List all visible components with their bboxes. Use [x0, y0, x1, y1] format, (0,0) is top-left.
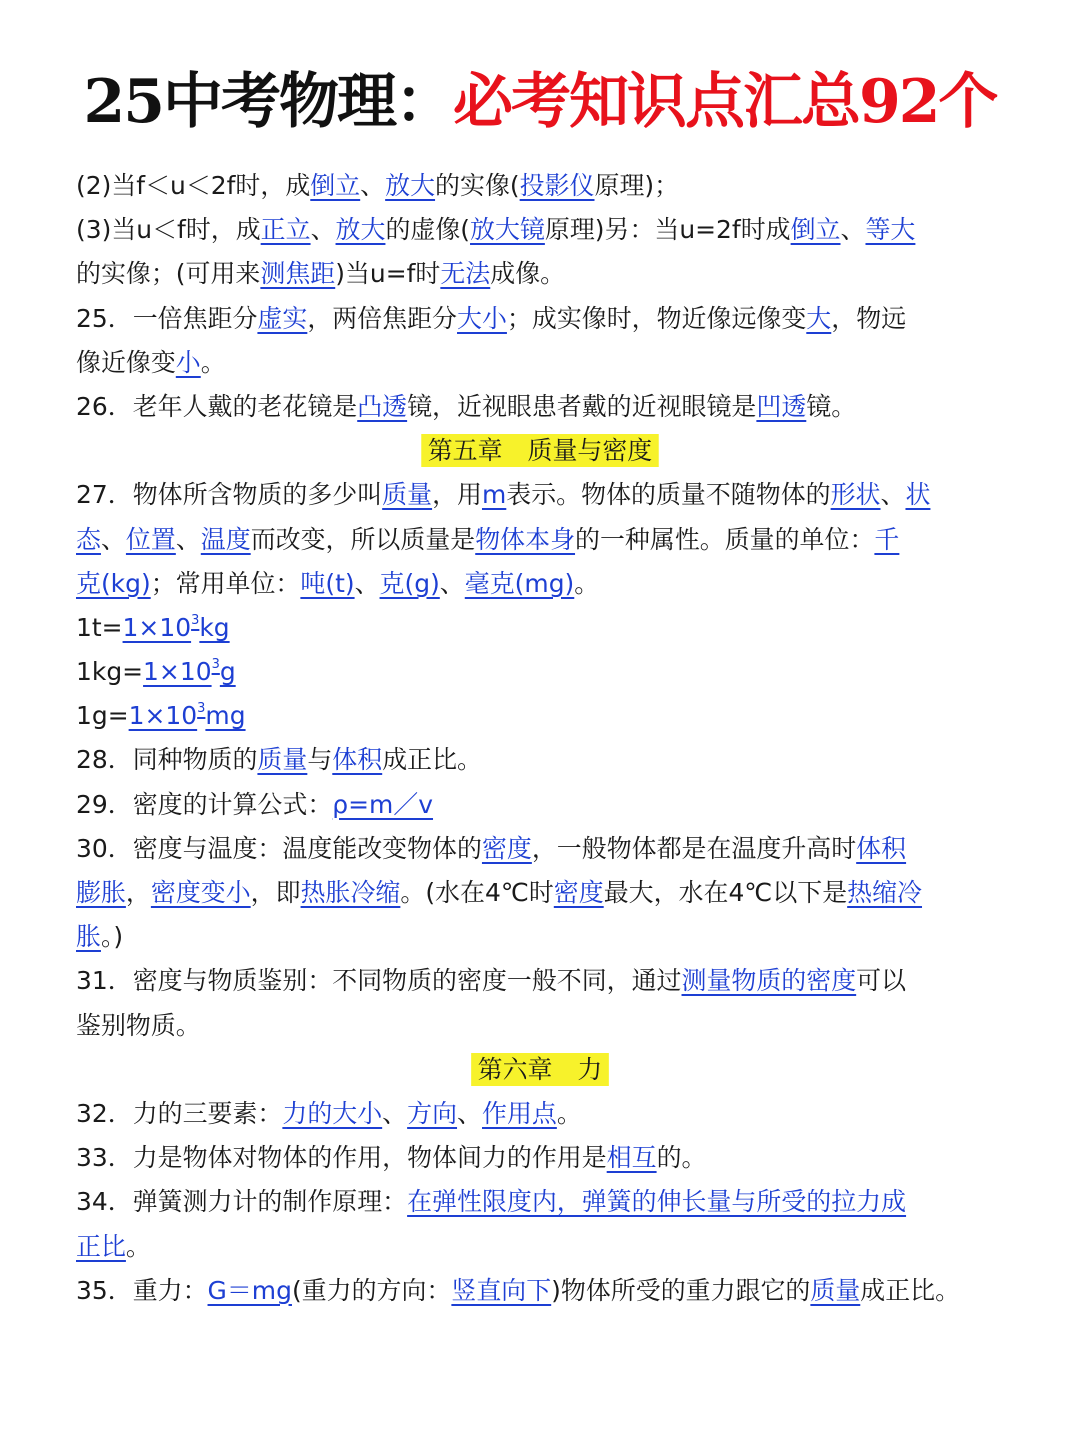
- answer-text: 无法: [440, 259, 491, 289]
- answer-text: 1×10: [122, 612, 192, 642]
- line-text: 、: [439, 568, 465, 598]
- answer-text: 虚实: [257, 303, 308, 333]
- answer-text: 放大镜: [470, 215, 545, 245]
- line-text: 34．弹簧测力计的制作原理：: [76, 1187, 408, 1217]
- answer-text: 密度变小: [150, 878, 251, 907]
- text-line: [76, 341, 1004, 385]
- line-text: 29．密度的计算公式：: [76, 789, 333, 819]
- answer-text: 测焦距: [260, 259, 336, 289]
- line-text: (2)当f＜u＜2f时，成: [76, 171, 311, 200]
- answer-text: 热缩冷: [847, 878, 923, 907]
- text-line: [76, 1225, 1004, 1269]
- answer-text: 竖直向下: [451, 1275, 552, 1305]
- line-text: (重力的方向：: [291, 1275, 452, 1305]
- answer-text: 小: [175, 347, 201, 377]
- answer-text: 大小: [457, 303, 507, 333]
- answer-text: 正立: [260, 215, 311, 245]
- text-line: [76, 650, 1004, 694]
- answer-text: 热胀冷缩: [300, 878, 401, 907]
- line-text: 像近像变: [76, 347, 176, 377]
- text-line: [76, 518, 1004, 562]
- answer-text: 质量: [257, 745, 308, 775]
- answer-text: 千: [874, 524, 900, 554]
- line-text: 的虚像(: [385, 215, 471, 245]
- answer-text: 膨胀: [76, 878, 126, 907]
- text-line: [76, 164, 1004, 208]
- text-line: [76, 252, 1004, 296]
- line-text: ，: [125, 878, 151, 907]
- answer-text: 状: [905, 480, 931, 510]
- line-text: 。): [100, 922, 124, 952]
- line-text: ，两倍焦距分: [307, 303, 458, 333]
- page-title: [0, 67, 1080, 137]
- answer-text: 1×10: [128, 701, 198, 731]
- text-line: [76, 1136, 1004, 1180]
- line-text: 1g=: [76, 701, 129, 731]
- line-text: 1t=: [76, 612, 123, 642]
- line-text: 的一种属性。质量的单位：: [575, 524, 875, 554]
- answer-text: 放大: [385, 171, 436, 200]
- line-text: 25．一倍焦距分: [76, 303, 258, 333]
- answer-text: g: [219, 657, 236, 687]
- answer-text: 吨(t): [300, 568, 355, 598]
- line-text: 28．同种物质的: [76, 745, 258, 775]
- answer-text: 1×10: [143, 657, 212, 687]
- answer-text: 温度: [200, 524, 251, 554]
- answer-text: 测量物质的密度: [681, 966, 857, 996]
- line-text: 成像。: [490, 259, 566, 289]
- answer-text: 倒立: [790, 215, 841, 245]
- line-text: 与: [307, 745, 333, 775]
- line-text: 、: [354, 568, 380, 598]
- line-text: 。(水在4℃时: [400, 878, 554, 907]
- line-text: 可以: [856, 966, 907, 996]
- line-text: 35．重力：: [76, 1275, 208, 1305]
- text-line: [76, 738, 1004, 782]
- line-text: 。: [574, 568, 600, 598]
- answer-text: 相互: [606, 1143, 657, 1173]
- answer-text: 形状: [830, 480, 881, 510]
- answer-text: 作用点: [482, 1098, 557, 1128]
- line-text: )当u=f时: [335, 259, 441, 289]
- answer-text: m: [481, 480, 507, 510]
- chapter-heading: [76, 429, 1004, 473]
- line-text: 最大，水在4℃以下是: [603, 878, 848, 907]
- answer-text: 凸透: [357, 391, 408, 421]
- text-line: [76, 1092, 1004, 1136]
- answer-text: 正比: [76, 1231, 126, 1261]
- line-text: 26．老年人戴的老花镜是: [76, 391, 358, 421]
- answer-text: 密度: [481, 833, 532, 863]
- line-text: 、: [382, 1098, 408, 1128]
- text-line: [76, 871, 1004, 915]
- text-line: [76, 694, 1004, 738]
- answer-text: 等大: [865, 215, 916, 245]
- answer-text: 物体本身: [475, 524, 576, 554]
- line-text: )物体所受的重力跟它的: [551, 1275, 811, 1305]
- answer-text: ρ=m／v: [332, 789, 434, 819]
- line-text: 表示。物体的质量不随物体的: [506, 480, 831, 510]
- answer-text: 凹透: [756, 391, 807, 421]
- answer-text: 倒立: [310, 171, 361, 200]
- line-text: 镜，近视眼患者戴的近视眼镜是: [407, 391, 757, 421]
- line-text: 32．力的三要素：: [76, 1098, 283, 1128]
- line-text: 27．物体所含物质的多少叫: [76, 480, 383, 510]
- line-text: ，物远: [831, 303, 907, 333]
- line-text: 33．力是物体对物体的作用，物体间力的作用是: [76, 1143, 607, 1173]
- line-text: 。: [556, 1098, 582, 1128]
- answer-text: 在弹性限度内，弹簧的伸长量与所受的拉力成: [407, 1187, 907, 1217]
- answer-text: 大: [806, 303, 832, 333]
- text-line: [76, 606, 1004, 650]
- line-text: 、: [175, 524, 201, 554]
- line-text: 成正比。: [382, 745, 482, 775]
- title-highlight: 必考知识点汇总92个: [453, 67, 997, 137]
- answer-text: 放大: [335, 215, 386, 245]
- answer-text: 毫克(mg): [464, 568, 575, 598]
- answer-text: kg: [199, 612, 230, 642]
- answer-superscript: 3: [197, 701, 206, 717]
- title-prefix: 25中考物理：: [83, 67, 453, 137]
- line-text: ；成实像时，物近像远像变: [506, 303, 807, 333]
- line-text: 、: [457, 1098, 482, 1128]
- notes-body: [76, 164, 1006, 1313]
- answer-text: 质量: [382, 480, 433, 510]
- line-text: 30．密度与温度：温度能改变物体的: [76, 833, 482, 863]
- text-line: [76, 1180, 1004, 1224]
- answer-text: 质量: [810, 1275, 861, 1305]
- answer-text: 力的大小: [282, 1098, 383, 1128]
- line-text: ，用: [432, 480, 482, 510]
- line-text: ，即: [250, 878, 301, 907]
- line-text: 的实像(: [435, 171, 520, 200]
- text-line: [76, 915, 1004, 959]
- line-text: 镜。: [806, 391, 857, 421]
- line-text: 的实像；(可用来: [76, 259, 261, 289]
- line-text: 原理)；: [594, 171, 680, 200]
- text-line: [76, 827, 1004, 871]
- line-text: ；常用单位：: [150, 568, 301, 598]
- answer-text: 体积: [332, 745, 383, 775]
- line-text: 、: [310, 215, 336, 245]
- line-text: 1kg=: [76, 657, 144, 687]
- answer-text: 投影仪: [519, 171, 595, 200]
- text-line: [76, 297, 1004, 341]
- answer-text: mg: [205, 701, 246, 731]
- text-line: [76, 385, 1004, 429]
- answer-text: 密度: [553, 878, 604, 907]
- line-text: 。: [200, 347, 226, 377]
- answer-superscript: 3: [211, 657, 220, 673]
- answer-text: G＝mg: [207, 1275, 292, 1305]
- line-text: ，一般物体都是在温度升高时: [531, 833, 857, 863]
- answer-text: 方向: [407, 1098, 458, 1128]
- line-text: 、: [360, 171, 386, 200]
- text-line: [76, 959, 1004, 1003]
- answer-text: 克(g): [379, 568, 440, 598]
- line-text: 的。: [656, 1143, 707, 1173]
- chapter-heading: [76, 1048, 1004, 1092]
- line-text: 成正比。: [860, 1275, 961, 1305]
- chapter-title: 第六章 力: [472, 1053, 609, 1086]
- line-text: (3)当u＜f时，成: [76, 215, 261, 245]
- answer-text: 克(kg): [76, 568, 151, 598]
- answer-text: 体积: [856, 833, 907, 863]
- line-text: 原理)另：当u=2f时成: [544, 215, 791, 245]
- text-line: [76, 1004, 1004, 1048]
- line-text: 31．密度与物质鉴别：不同物质的密度一般不同，通过: [76, 966, 682, 996]
- chapter-title: 第五章 质量与密度: [422, 434, 659, 467]
- answer-text: 位置: [125, 524, 176, 554]
- answer-text: 态: [76, 524, 101, 554]
- line-text: 。: [125, 1231, 151, 1261]
- text-line: [76, 562, 1004, 606]
- text-line: [76, 473, 1004, 517]
- line-text: 、: [880, 480, 906, 510]
- line-text: 、: [840, 215, 866, 245]
- line-text: 、: [100, 524, 126, 554]
- answer-text: 胀: [76, 922, 101, 952]
- text-line: [76, 1269, 1004, 1313]
- answer-superscript: 3: [191, 612, 200, 628]
- text-line: [76, 208, 1004, 252]
- line-text: 鉴别物质。: [76, 1010, 201, 1040]
- text-line: [76, 783, 1004, 827]
- line-text: 而改变，所以质量是: [250, 524, 476, 554]
